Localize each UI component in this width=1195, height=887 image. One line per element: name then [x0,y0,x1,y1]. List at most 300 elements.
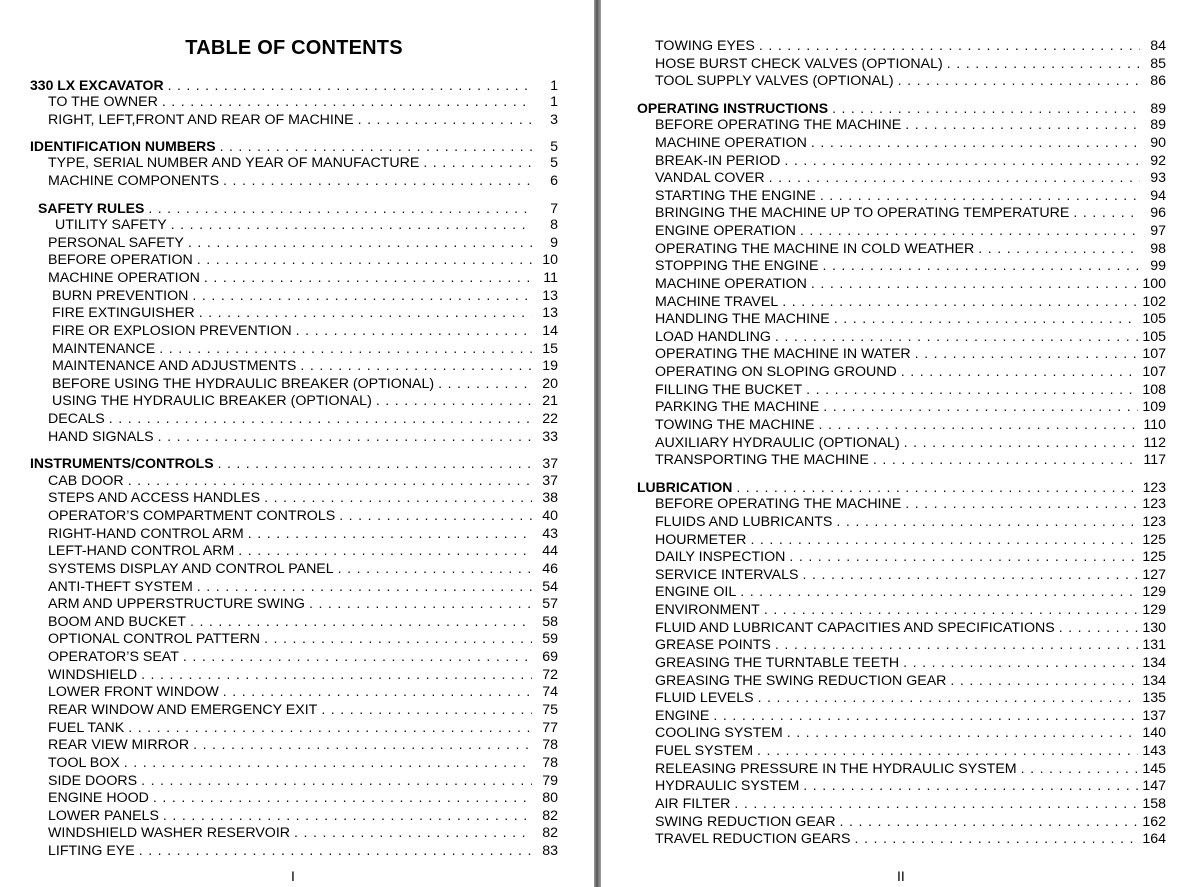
toc-entry[interactable] [52,341,558,358]
toc-entry-page-number: 85 [1150,56,1166,72]
toc-entry-page-number: 164 [1142,831,1166,847]
dot-leader [204,270,532,287]
dot-leader [223,173,532,190]
toc-entry-page-number: 84 [1150,38,1166,54]
toc-entry[interactable] [48,561,558,578]
toc-entry-label: ENGINE HOOD [48,790,149,806]
toc-entry[interactable] [655,708,1166,725]
toc-entry-label: FILLING THE BUCKET [655,382,803,398]
toc-entry-label: BURN PREVENTION [52,288,189,304]
toc-entry-page-number: 6 [550,173,558,189]
toc-entry[interactable] [655,188,1166,205]
toc-entry-label: REAR WINDOW AND EMERGENCY EXIT [48,702,318,718]
toc-entry[interactable] [655,276,1166,293]
toc-entry[interactable] [48,808,558,825]
dot-leader [758,690,1139,707]
toc-entry[interactable] [655,73,1166,90]
dot-leader [159,341,532,358]
toc-entry-label: ENGINE OPERATION [655,223,796,239]
toc-entry-page-number: 135 [1142,690,1166,706]
toc-entry[interactable] [48,112,558,129]
dot-leader [199,305,532,322]
toc-entry[interactable] [48,755,558,772]
dot-leader [339,508,532,525]
toc-entry-page-number: 145 [1142,761,1166,777]
toc-entry-label: TOOL BOX [48,755,120,771]
dot-leader [139,843,532,860]
dot-leader [818,417,1139,434]
toc-entry[interactable] [52,288,558,305]
toc-entry-page-number: 130 [1142,620,1166,636]
toc-entry-page-number: 131 [1142,637,1166,653]
toc-entry-label: TOOL SUPPLY VALVES (OPTIONAL) [655,73,894,89]
toc-entry-label: TOWING THE MACHINE [655,417,815,433]
toc-entry[interactable] [655,170,1166,187]
toc-entry[interactable] [655,532,1166,549]
toc-entry[interactable] [48,155,558,172]
toc-entry-page-number: 37 [542,455,558,471]
toc-entry-label: WINDSHIELD [48,667,138,683]
toc-entry-label: MACHINE OPERATION [655,135,807,151]
toc-entry[interactable] [655,241,1166,258]
toc-entry-page-number: 89 [1150,117,1166,133]
dot-leader [873,452,1139,469]
left-page [0,0,594,887]
dot-leader [757,743,1138,760]
toc-entry-label: STARTING THE ENGINE [655,188,816,204]
dot-leader [188,235,532,252]
toc-entry[interactable] [52,376,558,393]
dot-leader [787,725,1139,742]
toc-entry-page-number: 99 [1150,258,1166,274]
toc-entry[interactable] [655,514,1166,531]
toc-entry-page-number: 112 [1143,435,1166,451]
toc-entry-label: FLUIDS AND LUBRICANTS [655,514,833,530]
toc-entry-page-number: 107 [1142,364,1166,380]
toc-title: TABLE OF CONTENTS [185,37,403,59]
toc-entry-page-number: 43 [542,526,558,542]
toc-entry-label: HANDLING THE MACHINE [655,311,830,327]
dot-leader [901,364,1139,381]
dot-leader [950,673,1138,690]
toc-entry-label: COOLING SYSTEM [655,725,783,741]
toc-entry-page-number: 78 [542,737,558,753]
toc-entry-label: MACHINE TRAVEL [655,294,779,310]
dot-leader [248,526,532,543]
dot-leader [264,490,532,507]
toc-entry[interactable] [48,429,558,446]
toc-entry[interactable] [655,117,1166,134]
toc-section-heading[interactable] [637,479,1166,496]
toc-entry-label: ENVIRONMENT [655,602,760,618]
toc-entry-label: FLUID AND LUBRICANT CAPACITIES AND SPECIFICATIONS [655,620,1055,636]
right-page [601,0,1195,887]
toc-entry[interactable] [655,452,1166,469]
toc-entry[interactable] [655,725,1166,742]
dot-leader [822,258,1140,275]
toc-entry-page-number: 100 [1142,276,1166,292]
toc-entry[interactable] [655,38,1166,55]
toc-entry-page-number: 93 [1150,170,1166,186]
toc-entry[interactable] [655,223,1166,240]
toc-entry[interactable] [655,549,1166,566]
dot-leader [309,596,532,613]
toc-entry[interactable] [655,435,1166,452]
toc-entry[interactable] [655,814,1166,831]
toc-entry-page-number: 77 [542,720,558,736]
toc-entry-page-number: 75 [542,702,558,718]
toc-entry-page-number: 82 [542,808,558,824]
toc-entry-page-number: 108 [1142,382,1166,398]
dot-leader [904,435,1140,452]
toc-entry-page-number: 143 [1142,743,1166,759]
toc-entry-label: OPERATING THE MACHINE IN WATER [655,346,911,362]
toc-entry-page-number: 15 [542,341,558,357]
toc-entry-label: GREASE POINTS [655,637,771,653]
dot-leader [764,602,1138,619]
toc-entry-label: DECALS [48,411,105,427]
toc-entry-label: STOPPING THE ENGINE [655,258,819,274]
dot-leader [800,223,1140,240]
toc-entry-label: FLUID LEVELS [655,690,754,706]
left-toc-list [0,0,594,887]
toc-entry[interactable] [52,305,558,322]
toc-section-heading[interactable] [38,200,558,217]
toc-entry-label: FIRE EXTINGUISHER [52,305,195,321]
toc-entry-label: PERSONAL SAFETY [48,235,184,251]
toc-entry-page-number: 1 [550,77,558,93]
toc-entry-page-number: 3 [550,112,558,128]
toc-entry[interactable] [655,258,1166,275]
toc-entry[interactable] [48,270,558,287]
dot-leader [438,376,532,393]
toc-entry[interactable] [655,364,1166,381]
dot-leader [193,737,532,754]
toc-entry-page-number: 129 [1142,602,1166,618]
toc-entry-page-number: 82 [542,825,558,841]
toc-entry-label: SAFETY RULES [38,200,145,216]
toc-entry[interactable] [655,778,1166,795]
toc-entry[interactable] [655,796,1166,813]
toc-entry-page-number: 9 [550,235,558,251]
toc-entry-label: VANDAL COVER [655,170,765,186]
dot-leader [338,561,532,578]
toc-entry-label: LOWER FRONT WINDOW [48,684,219,700]
toc-entry-page-number: 69 [542,649,558,665]
toc-entry[interactable] [655,655,1166,672]
toc-entry[interactable] [655,567,1166,584]
dot-leader [163,808,532,825]
dot-leader [300,358,532,375]
toc-entry[interactable] [48,490,558,507]
dot-leader [832,100,1140,117]
toc-entry-label: INSTRUMENTS/CONTROLS [30,455,214,471]
dot-leader [820,188,1140,205]
toc-entry[interactable] [52,393,558,410]
toc-entry-page-number: 8 [550,217,558,233]
dot-leader [124,755,532,772]
toc-entry-label: TOWING EYES [655,38,755,54]
toc-entry[interactable] [655,329,1166,346]
toc-entry-page-number: 5 [550,155,558,171]
toc-entry-page-number: 123 [1142,479,1166,495]
toc-entry-label: LOWER PANELS [48,808,159,824]
toc-entry[interactable] [655,831,1166,848]
toc-section-heading[interactable] [30,455,558,472]
toc-entry-page-number: 7 [550,200,558,216]
toc-entry-page-number: 46 [542,561,558,577]
toc-entry-page-number: 13 [542,288,558,304]
dot-leader [376,393,532,410]
dot-leader [898,73,1140,90]
dot-leader [947,56,1140,73]
toc-entry-page-number: 79 [542,773,558,789]
dot-leader [1073,205,1140,222]
toc-entry-page-number: 158 [1142,796,1166,812]
dot-leader [750,532,1138,549]
toc-entry-label: STEPS AND ACCESS HANDLES [48,490,261,506]
toc-entry-label: GREASING THE SWING REDUCTION GEAR [655,673,947,689]
toc-entry[interactable] [48,684,558,701]
toc-entry[interactable] [655,135,1166,152]
dot-leader [223,684,532,701]
dot-leader [128,720,532,737]
dot-leader [218,455,532,472]
toc-entry-page-number: 21 [542,393,558,409]
toc-entry-page-number: 59 [542,631,558,647]
toc-entry-page-number: 134 [1142,655,1166,671]
dot-leader [915,346,1139,363]
toc-entry-label: BREAK-IN PERIOD [655,153,781,169]
dot-leader [148,200,532,217]
toc-entry[interactable] [655,294,1166,311]
toc-entry-page-number: 105 [1142,311,1166,327]
toc-entry-page-number: 14 [542,323,558,339]
toc-entry-label: REAR VIEW MIRROR [48,737,190,753]
toc-entry-page-number: 98 [1150,241,1166,257]
toc-entry-label: RIGHT, LEFT,FRONT AND REAR OF MACHINE [48,112,354,128]
toc-entry[interactable] [655,311,1166,328]
dot-leader [158,429,532,446]
dot-leader [294,825,532,842]
toc-entry[interactable] [48,720,558,737]
toc-entry-label: TYPE, SERIAL NUMBER AND YEAR OF MANUFACTURE [48,155,420,171]
toc-section-heading[interactable] [637,100,1166,117]
toc-entry[interactable] [655,382,1166,399]
toc-entry-label: TRANSPORTING THE MACHINE [655,452,869,468]
dot-leader [759,38,1140,55]
toc-entry[interactable] [48,173,558,190]
dot-leader [823,399,1138,416]
toc-entry-page-number: 137 [1142,708,1166,724]
dot-leader [153,790,532,807]
toc-entry[interactable] [48,614,558,631]
toc-entry[interactable] [48,773,558,790]
dot-leader [190,614,532,631]
toc-entry-page-number: 102 [1142,294,1166,310]
toc-entry-label: SIDE DOORS [48,773,138,789]
toc-entry-page-number: 162 [1142,814,1166,830]
toc-entry[interactable] [655,417,1166,434]
toc-entry[interactable] [655,620,1166,637]
dot-leader [905,117,1140,134]
toc-entry-label: ARM AND UPPERSTRUCTURE SWING [48,596,305,612]
toc-section-heading[interactable] [30,138,558,155]
toc-entry[interactable] [48,94,558,111]
dot-leader [789,549,1138,566]
dot-leader [423,155,532,172]
toc-entry[interactable] [48,508,558,525]
toc-entry[interactable] [48,526,558,543]
dot-leader [734,796,1138,813]
dot-leader [811,135,1140,152]
toc-entry-page-number: 83 [542,843,558,859]
left-page-number: I [291,868,295,884]
toc-entry-label: LEFT-HAND CONTROL ARM [48,543,235,559]
dot-leader [775,329,1138,346]
toc-entry-label: ENGINE OIL [655,584,737,600]
toc-entry-label: SWING REDUCTION GEAR [655,814,836,830]
toc-entry-page-number: 57 [542,596,558,612]
toc-entry-page-number: 10 [542,252,558,268]
dot-leader [784,153,1140,170]
dot-leader [803,778,1138,795]
dot-leader [128,473,532,490]
toc-entry[interactable] [655,399,1166,416]
toc-entry[interactable] [655,56,1166,73]
toc-entry-label: LUBRICATION [637,479,733,495]
dot-leader [736,479,1138,496]
toc-entry[interactable] [52,323,558,340]
toc-entry-label: MACHINE OPERATION [48,270,200,286]
dot-leader [296,323,532,340]
toc-entry[interactable] [48,737,558,754]
toc-entry-page-number: 125 [1142,549,1166,565]
dot-leader [141,667,532,684]
dot-leader [905,496,1138,513]
toc-entry[interactable] [48,596,558,613]
dot-leader [836,514,1138,531]
toc-entry-label: UTILITY SAFETY [55,217,167,233]
dot-leader [162,94,532,111]
toc-entry-label: OPERATING INSTRUCTIONS [637,100,829,116]
dot-leader [197,252,532,269]
dot-leader [978,241,1140,258]
dot-leader [840,814,1139,831]
toc-entry-label: TO THE OWNER [48,94,158,110]
toc-entry-page-number: 44 [542,543,558,559]
toc-entry-label: BEFORE OPERATION [48,252,193,268]
toc-entry[interactable] [655,602,1166,619]
toc-entry[interactable] [48,667,558,684]
toc-entry-page-number: 78 [542,755,558,771]
toc-entry[interactable] [48,631,558,648]
toc-entry[interactable] [48,543,558,560]
toc-entry-page-number: 38 [542,490,558,506]
toc-section-heading[interactable] [30,77,558,94]
toc-entry-page-number: 90 [1150,135,1166,151]
toc-entry-page-number: 127 [1142,567,1166,583]
toc-entry[interactable] [655,584,1166,601]
toc-entry-page-number: 94 [1150,188,1166,204]
toc-entry-page-number: 40 [542,508,558,524]
dot-leader [855,831,1139,848]
toc-entry-label: BOOM AND BUCKET [48,614,186,630]
toc-entry[interactable] [655,673,1166,690]
toc-entry-label: OPERATING ON SLOPING GROUND [655,364,897,380]
dot-leader [1021,761,1139,778]
toc-entry-page-number: 110 [1143,417,1166,433]
dot-leader [782,294,1138,311]
toc-entry[interactable] [655,637,1166,654]
toc-entry[interactable] [48,411,558,428]
toc-entry-page-number: 5 [550,138,558,154]
dot-leader [358,112,532,129]
toc-entry-page-number: 80 [542,790,558,806]
toc-entry-label: AIR FILTER [655,796,731,812]
toc-entry-page-number: 37 [542,473,558,489]
toc-entry[interactable] [48,649,558,666]
toc-entry[interactable] [655,346,1166,363]
toc-entry-page-number: 147 [1142,778,1166,794]
dot-leader [168,77,532,94]
toc-entry-page-number: 134 [1142,673,1166,689]
dot-leader [197,579,532,596]
toc-entry[interactable] [48,843,558,860]
toc-entry-page-number: 22 [542,411,558,427]
dot-leader [903,655,1138,672]
dot-leader [806,382,1138,399]
toc-entry[interactable] [655,496,1166,513]
toc-entry[interactable] [48,473,558,490]
toc-entry-label: FUEL TANK [48,720,125,736]
toc-entry-label: SYSTEMS DISPLAY AND CONTROL PANEL [48,561,334,577]
toc-entry[interactable] [55,217,558,234]
toc-entry[interactable] [48,235,558,252]
toc-entry[interactable] [655,205,1166,222]
toc-entry[interactable] [48,790,558,807]
toc-entry[interactable] [48,579,558,596]
toc-entry-label: RIGHT-HAND CONTROL ARM [48,526,244,542]
toc-entry[interactable] [48,702,558,719]
toc-entry-page-number: 125 [1142,532,1166,548]
toc-entry-page-number: 89 [1150,100,1166,116]
dot-leader [321,702,532,719]
toc-entry[interactable] [655,761,1166,778]
toc-entry-label: 330 LX EXCAVATOR [30,77,164,93]
toc-entry-label: AUXILIARY HYDRAULIC (OPTIONAL) [655,435,900,451]
toc-entry-page-number: 58 [542,614,558,630]
toc-entry-label: HOURMETER [655,532,747,548]
toc-entry[interactable] [52,358,558,375]
toc-entry-page-number: 20 [542,376,558,392]
dot-leader [834,311,1139,328]
toc-entry-label: PARKING THE MACHINE [655,399,820,415]
toc-entry-page-number: 74 [542,684,558,700]
toc-entry[interactable] [655,153,1166,170]
toc-entry[interactable] [48,825,558,842]
toc-entry-label: MACHINE OPERATION [655,276,807,292]
toc-entry-page-number: 109 [1142,399,1166,415]
dot-leader [713,708,1138,725]
dot-leader [1059,620,1139,637]
toc-entry[interactable] [48,252,558,269]
toc-entry-label: MAINTENANCE AND ADJUSTMENTS [52,358,297,374]
toc-entry[interactable] [655,743,1166,760]
toc-entry-label: SERVICE INTERVALS [655,567,799,583]
toc-entry-page-number: 123 [1142,514,1166,530]
toc-entry[interactable] [655,690,1166,707]
